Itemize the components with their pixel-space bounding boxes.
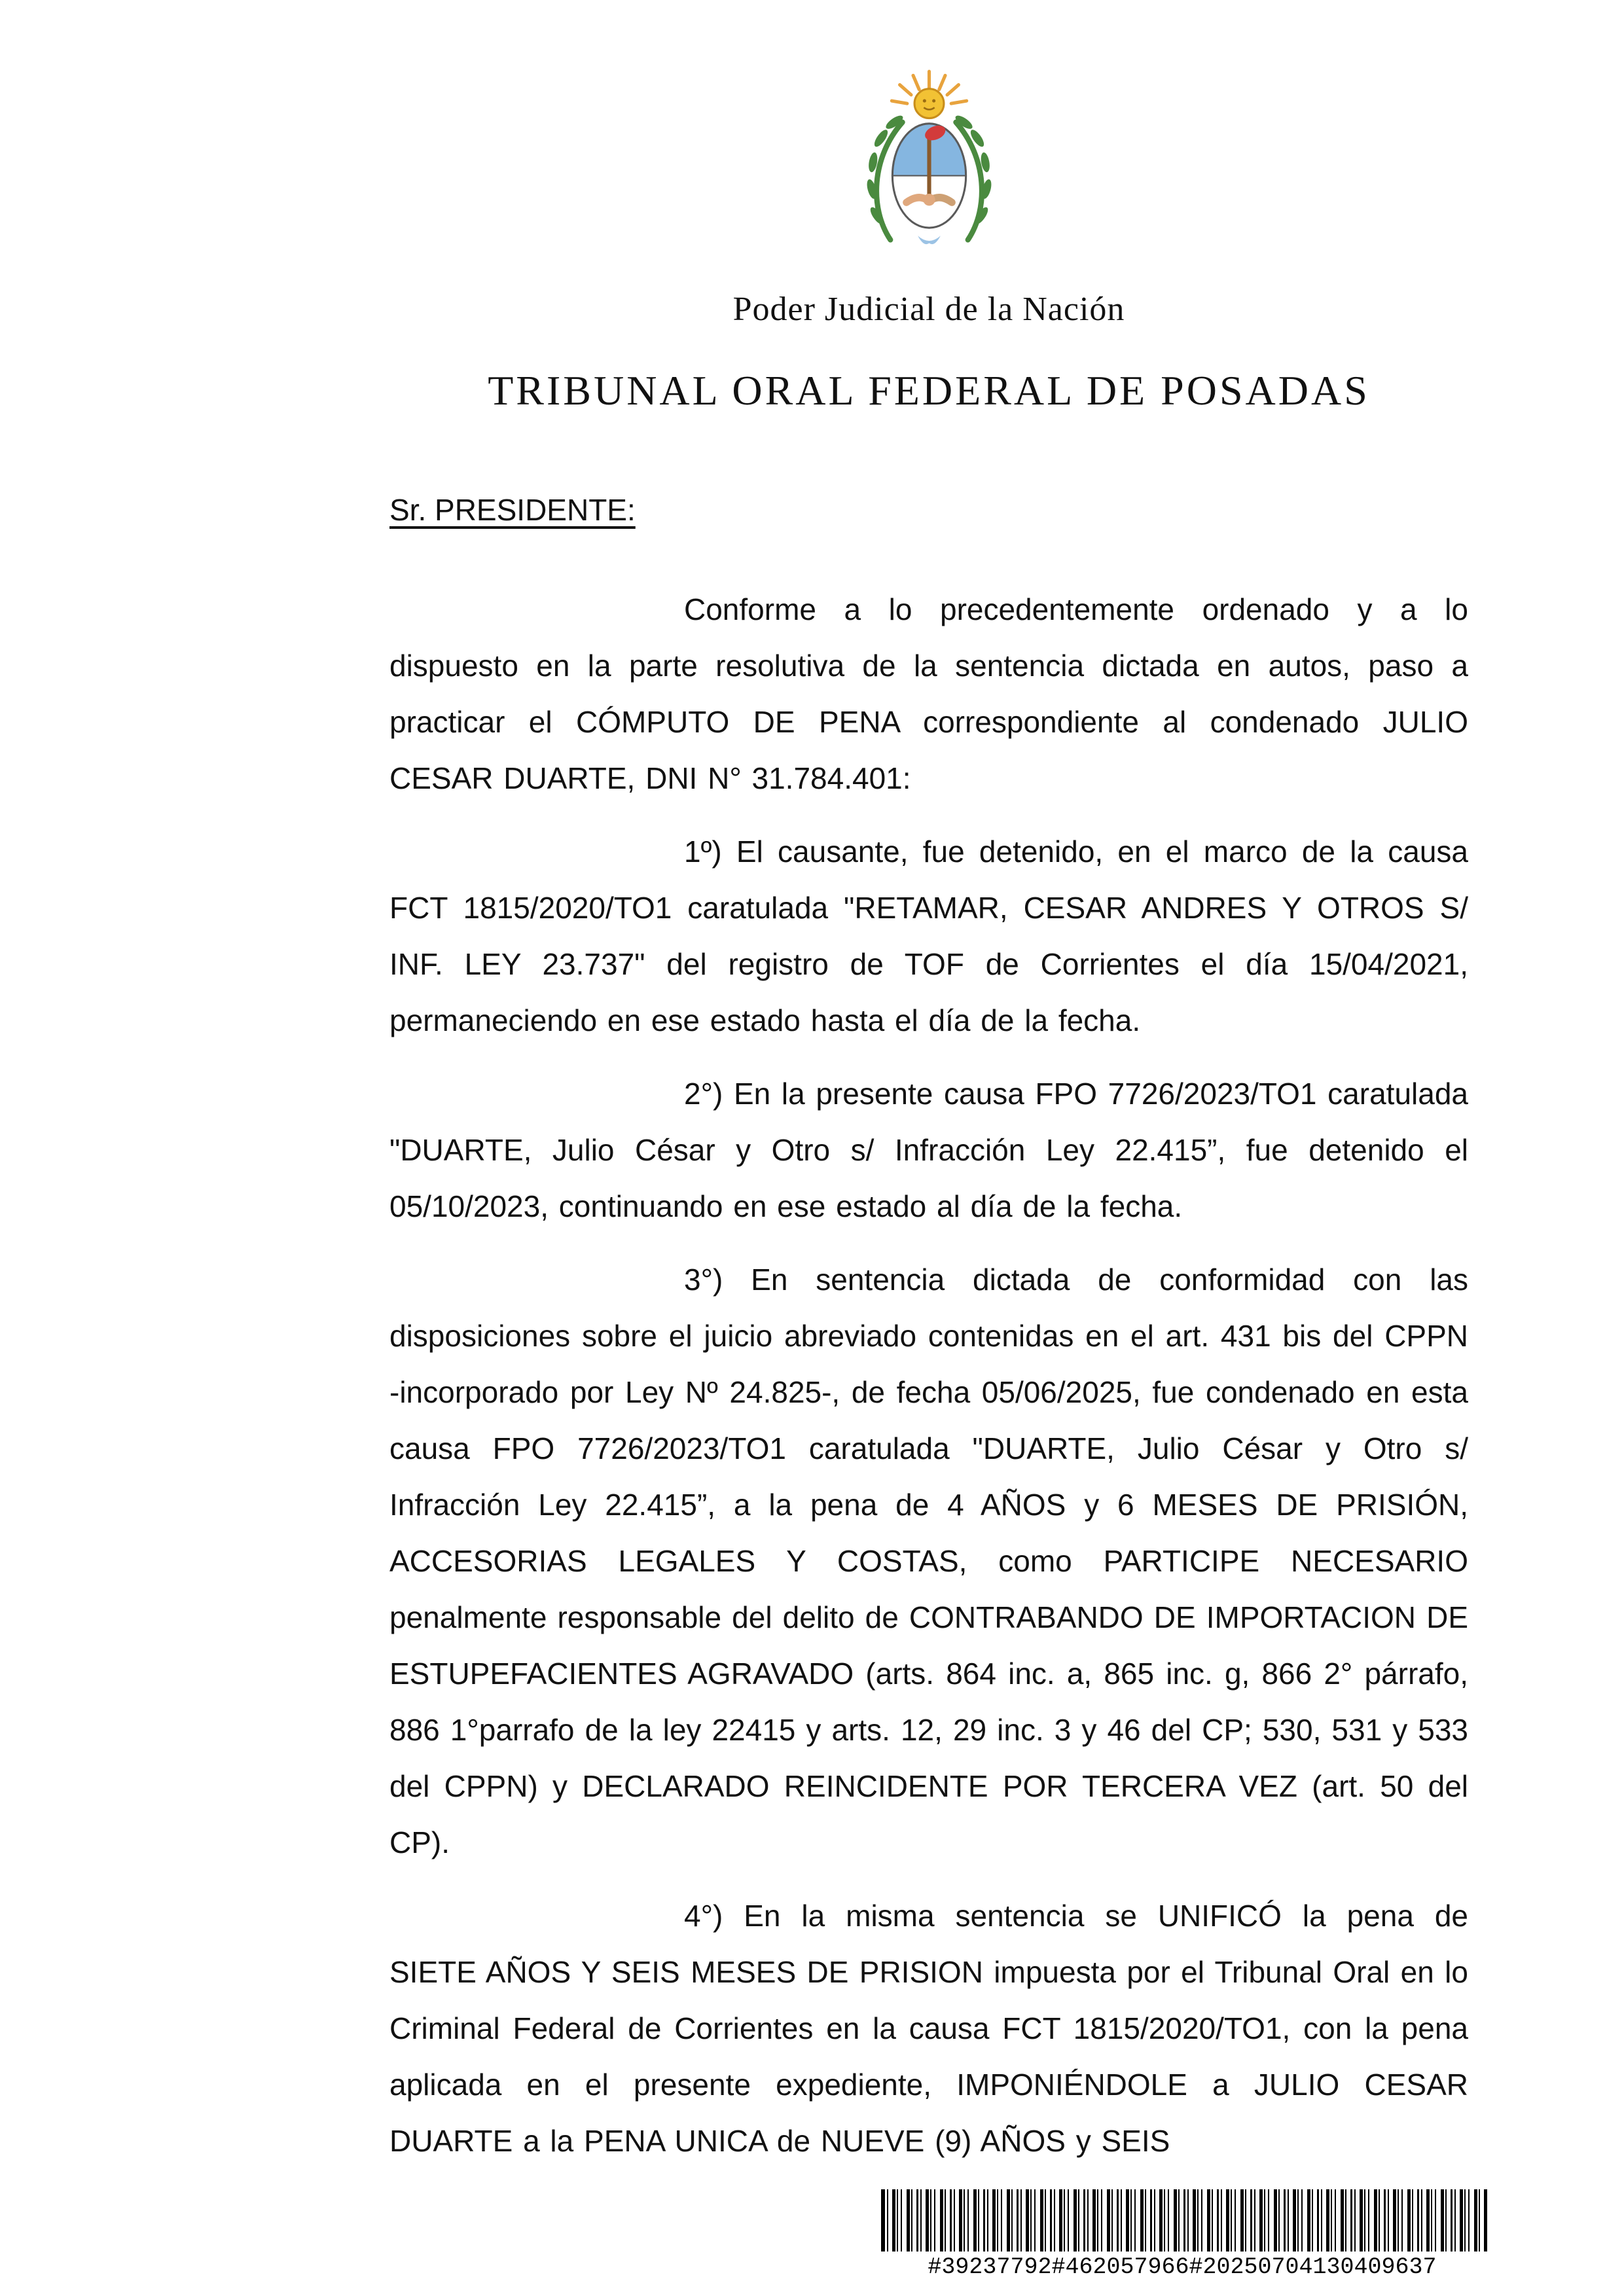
document-body <box>389 581 1468 2169</box>
paragraph-point-1: 1º) El causante, fue detenido, en el marco de la causa FCT 1815/2020/TO1 caratulada "RETAMAR, CESAR ANDRES Y OTROS S/ INF. LEY 23.737" del registro de TOF de Corrientes el día 15/04/2021, permaneciendo en ese estado hasta el día de la fecha. <box>389 834 1468 1037</box>
paragraph-point-3: 3°) En sentencia dictada de conformidad con las disposiciones sobre el juicio abreviado contenidas en el art. 431 bis del CPPN -incorporado por Ley Nº 24.825-, de fecha 05/06/2025, fue condenado en esta causa FPO 7726/2023/TO1 caratulada "DUARTE, Julio César y Otro s/ Infracción Ley 22.415”, a la pena de 4 AÑOS y 6 MESES DE PRISIÓN, ACCESORIAS LEGALES Y COSTAS, como PARTICIPE NECESARIO penalmente responsable del delito de CONTRABANDO DE IMPORTACION DE ESTUPEFACIENTES AGRAVADO (arts. 864 inc. a, 865 inc. g, 866 2° párrafo, 886 1°parrafo de la ley 22415 y arts. 12, 29 inc. 3 y 46 del CP; 530, 531 y 533 del CPPN) y DECLARADO REINCIDENTE POR TERCERA VEZ (art. 50 del CP). <box>389 1263 1468 1859</box>
paragraph-point-2: 2°) En la presente causa FPO 7726/2023/TO1 caratulada "DUARTE, Julio César y Otro s/ Infracción Ley 22.415”, fue detenido el 05/10/2023, continuando en ese estado al día de la fecha. <box>389 1077 1468 1223</box>
document-content <box>389 69 1468 2186</box>
emblem-container <box>389 69 1468 256</box>
paragraph-intro: Conforme a lo precedentemente ordenado y a lo dispuesto en la parte resolutiva de la sentencia dictada en autos, paso a practicar el CÓMPUTO DE PENA correspondiente al condenado JULIO CESAR DUARTE, DNI N° 31.784.401: <box>389 592 1468 795</box>
paragraph-point-4: 4°) En la misma sentencia se UNIFICÓ la pena de SIETE AÑOS Y SEIS MESES DE PRISION impuesta por el Tribunal Oral en lo Criminal Federal de Corrientes en la causa FCT 1815/2020/TO1, con la pena aplicada en el presente expediente, IMPONIÉNDOLE a JULIO CESAR DUARTE a la PENA UNICA de NUEVE (9) AÑOS y SEIS <box>389 1899 1468 2158</box>
document-title: TRIBUNAL ORAL FEDERAL DE POSADAS <box>488 367 1370 414</box>
argentina-coat-of-arms-icon <box>849 69 1009 256</box>
barcode-number: #39237792#462057966#20250704130409637 <box>928 2254 1437 2280</box>
institution-name: Poder Judicial de la Nación <box>732 291 1125 328</box>
barcode-image <box>881 2189 1487 2251</box>
salutation: Sr. PRESIDENTE: <box>389 493 636 527</box>
barcode-block <box>881 2189 1483 2280</box>
